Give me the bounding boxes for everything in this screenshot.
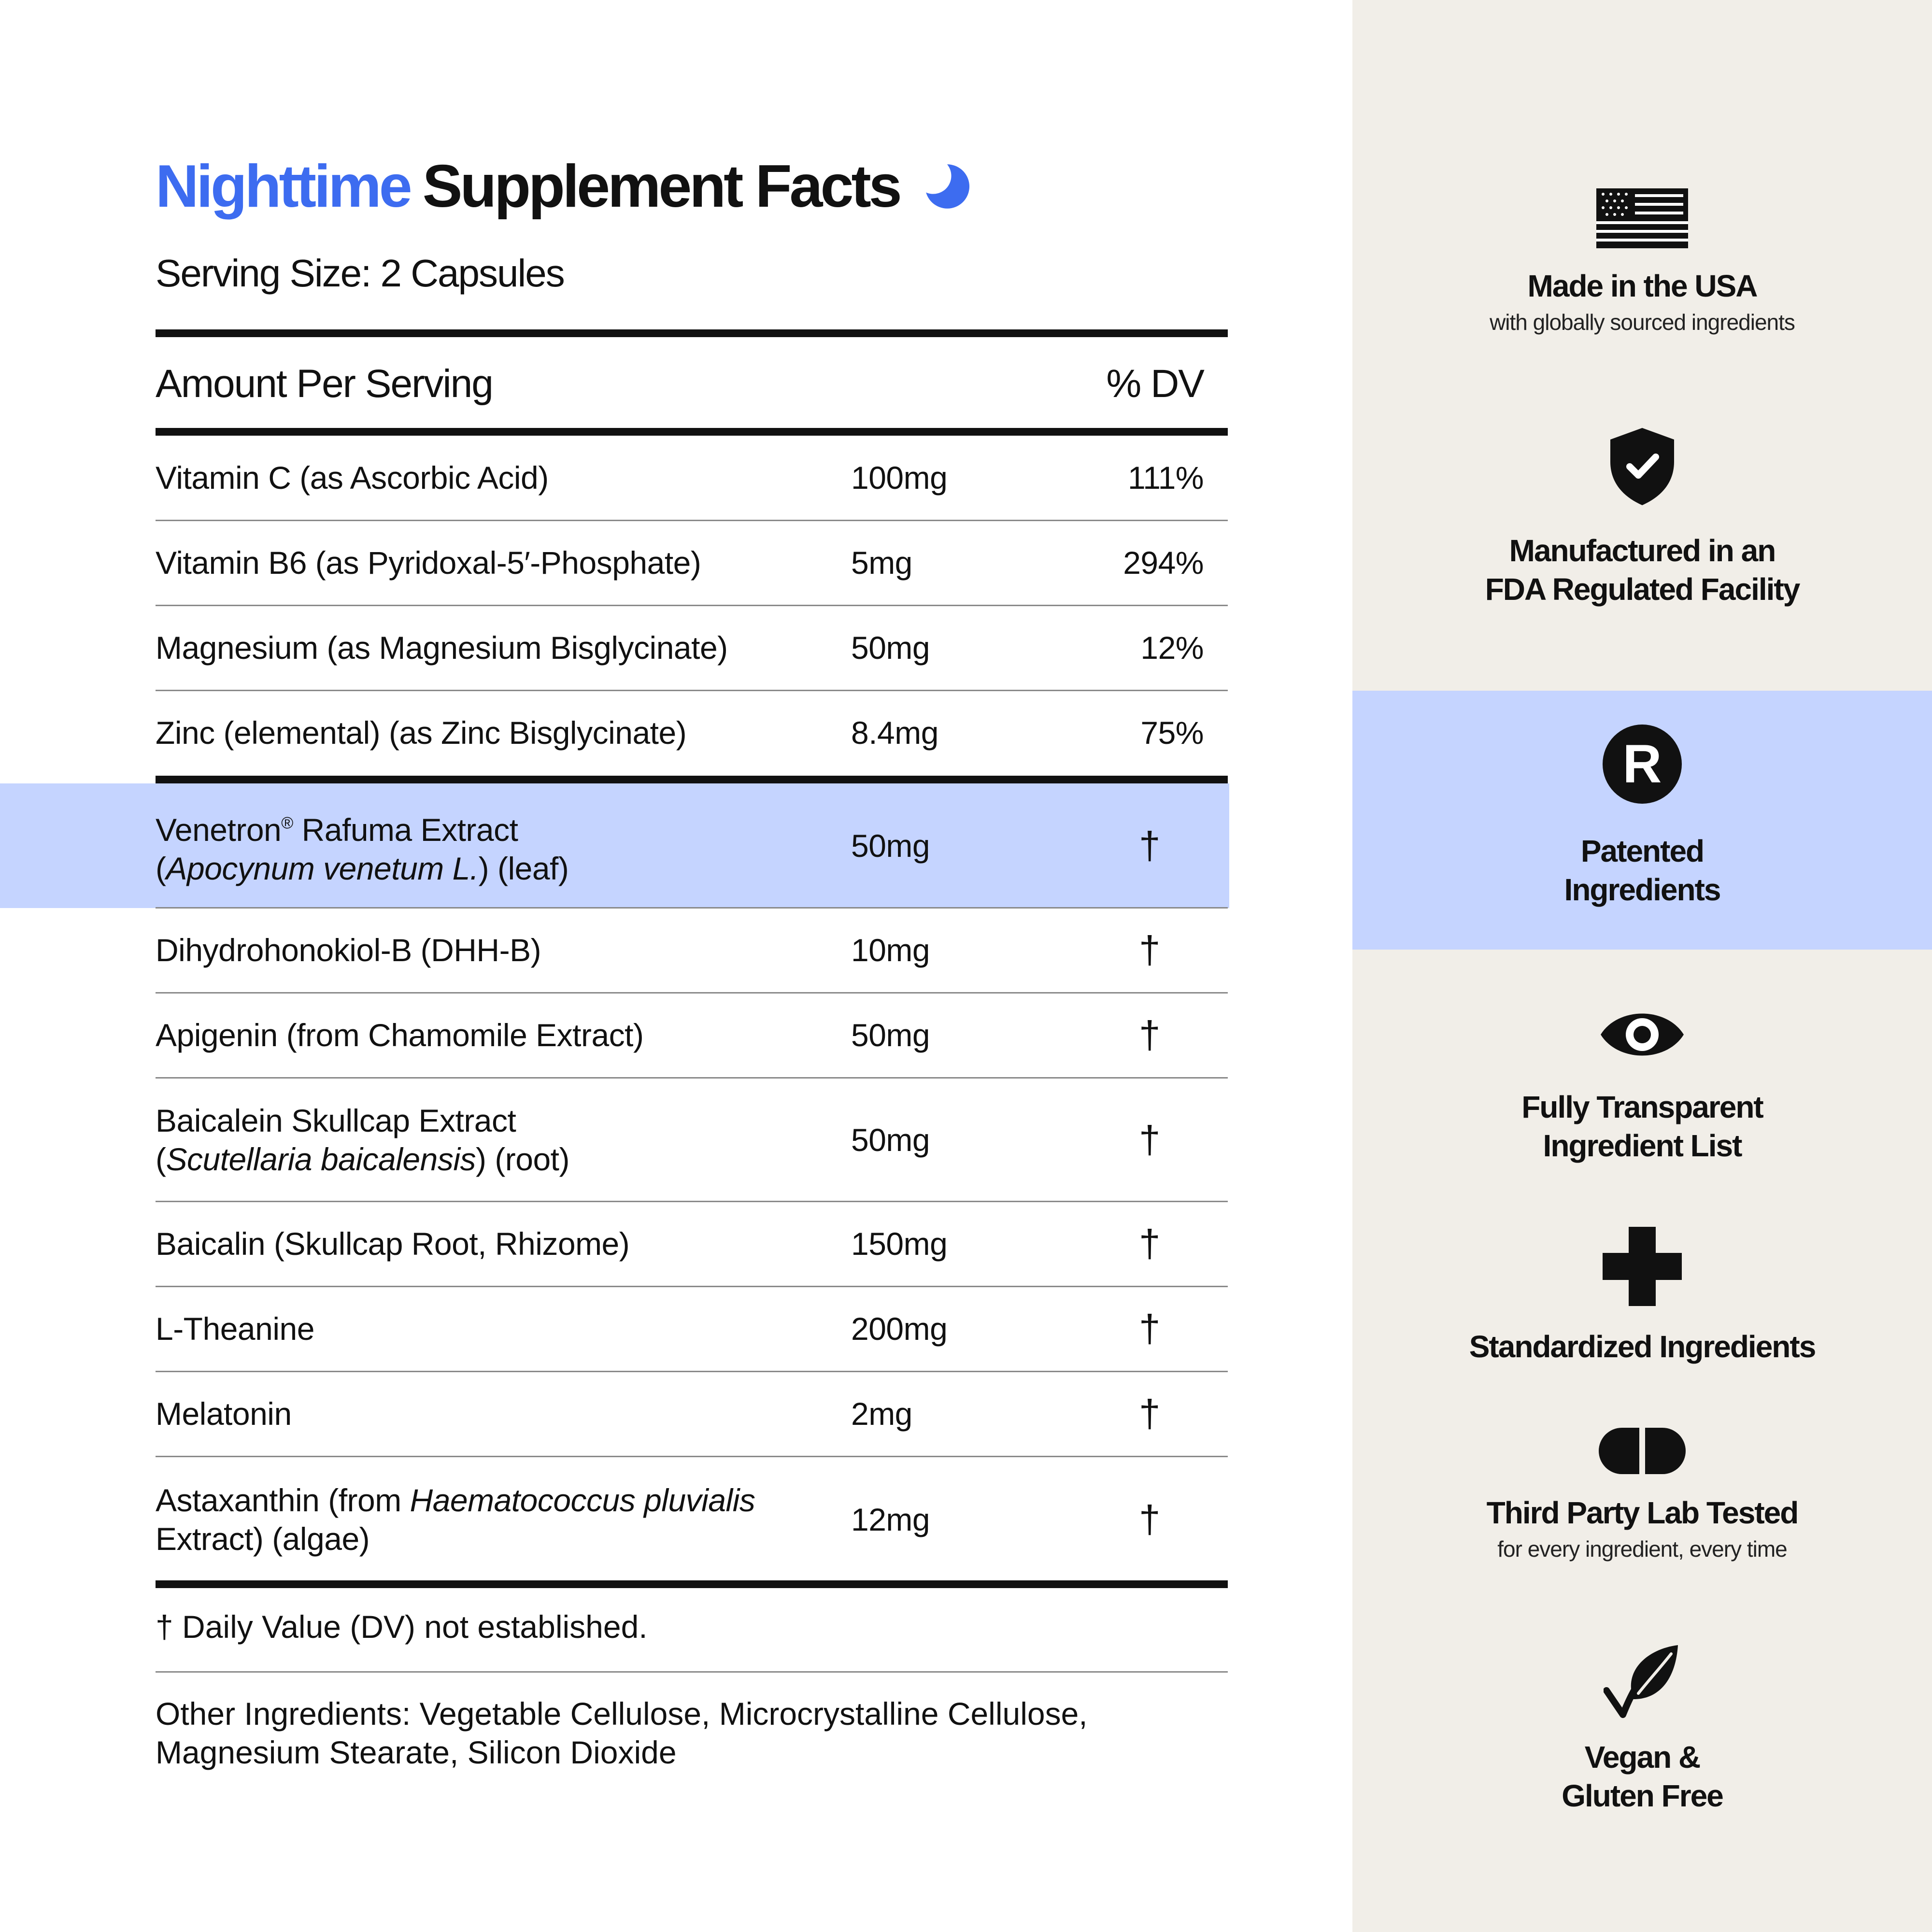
table-header <box>156 357 1204 411</box>
name-part: ) (leaf) <box>478 851 569 886</box>
ingredient-dv: † <box>1139 1498 1160 1541</box>
table-row <box>156 1079 1204 1201</box>
ingredient-dv: † <box>1139 1222 1160 1265</box>
divider <box>156 520 1228 521</box>
badge-title-line1: Manufactured in an <box>1509 533 1776 568</box>
ingredient-dv: † <box>1139 1392 1160 1435</box>
badge-subtitle: with globally sourced ingredients <box>1490 310 1795 335</box>
divider <box>156 1077 1228 1079</box>
ingredient-name: Baicalin (Skullcap Root, Rhizome) <box>156 1226 630 1262</box>
name-part: Venetron <box>156 812 282 848</box>
badge-vegan <box>1352 1642 1932 1815</box>
ingredient-amount: 50mg <box>851 1122 930 1158</box>
moon-icon <box>923 161 973 212</box>
ingredient-name: Melatonin <box>156 1396 292 1432</box>
ingredient-name <box>156 1481 851 1558</box>
ingredient-dv: † <box>1139 824 1160 867</box>
table-row <box>156 437 1204 519</box>
title-rest: Supplement Facts <box>422 153 900 220</box>
ingredient-amount: 5mg <box>851 545 912 581</box>
ingredient-name: Vitamin C (as Ascorbic Acid) <box>156 460 549 496</box>
name-part: Rafuma Extract <box>293 812 518 848</box>
ingredient-name: Apigenin (from Chamomile Extract) <box>156 1017 644 1053</box>
us-flag-icon <box>1596 188 1688 248</box>
badge-title: Third Party Lab Tested <box>1486 1495 1798 1530</box>
ingredient-amount: 50mg <box>851 630 930 666</box>
plus-icon <box>1603 1227 1682 1306</box>
name-part: ( <box>156 851 166 886</box>
other-ingredients: Other Ingredients: Vegetable Cellulose, Microcrystalline Cellulose, Magnesium Stearate, Silicon Dioxide <box>156 1696 1088 1770</box>
badge-title-line1: Vegan & <box>1584 1740 1700 1775</box>
ingredient-dv: † <box>1139 1307 1160 1350</box>
ingredient-amount: 50mg <box>851 1017 930 1053</box>
ingredient-dv: † <box>1139 1013 1160 1056</box>
ingredient-dv: 75% <box>1140 715 1204 751</box>
dv-label: % DV <box>1106 362 1204 406</box>
amount-per-serving-label: Amount Per Serving <box>156 362 493 406</box>
ingredient-amount: 150mg <box>851 1226 948 1262</box>
table-row <box>156 1373 1204 1455</box>
badge-title-line2: Ingredients <box>1564 872 1720 907</box>
latin-name: Scutellaria baicalensis <box>166 1141 476 1177</box>
table-row <box>156 1203 1204 1285</box>
badge-title-line2: Gluten Free <box>1562 1778 1723 1813</box>
table-row <box>156 1288 1204 1370</box>
name-part: ( <box>156 1141 166 1177</box>
ingredient-dv: 111% <box>1127 460 1204 496</box>
name-part: Extract) (algae) <box>156 1521 370 1557</box>
badge-transparent <box>1352 1005 1932 1165</box>
name-part: Astaxanthin (from <box>156 1482 410 1518</box>
leaf-check-icon <box>1604 1642 1681 1719</box>
ingredient-amount: 50mg <box>851 828 930 864</box>
divider <box>156 907 1228 909</box>
divider <box>156 1286 1228 1287</box>
table-row <box>156 909 1204 991</box>
shield-check-icon <box>1608 427 1676 506</box>
badge-title-line2: Ingredient List <box>1543 1128 1742 1163</box>
ingredient-amount: 200mg <box>851 1311 948 1347</box>
dv-footnote: † Daily Value (DV) not established. <box>156 1609 648 1645</box>
ingredient-amount: 100mg <box>851 460 948 496</box>
capsule-icon <box>1599 1428 1686 1474</box>
badge-standardized <box>1352 1227 1932 1366</box>
divider <box>156 605 1228 606</box>
registered-mark: ® <box>281 814 293 832</box>
title-highlight: Nighttime <box>156 153 410 220</box>
badge-title-line1: Fully Transparent <box>1521 1090 1763 1124</box>
divider <box>156 1671 1228 1673</box>
divider <box>156 776 1228 783</box>
divider <box>156 428 1228 436</box>
registered-icon: R <box>1603 724 1682 804</box>
ingredient-dv: 12% <box>1140 630 1204 666</box>
table-row <box>156 1458 1204 1581</box>
name-part: Baicalein Skullcap Extract <box>156 1103 516 1138</box>
ingredient-name: Zinc (elemental) (as Zinc Bisglycinate) <box>156 715 687 751</box>
ingredient-dv: † <box>1139 928 1160 971</box>
serving-size: Serving Size: 2 Capsules <box>156 252 564 295</box>
ingredient-dv: † <box>1139 1118 1160 1161</box>
eye-icon <box>1599 1005 1686 1065</box>
badge-fda-facility <box>1352 427 1932 609</box>
ingredient-name: Magnesium (as Magnesium Bisglycinate) <box>156 630 728 666</box>
badge-title-line2: FDA Regulated Facility <box>1485 572 1800 607</box>
ingredient-amount: 12mg <box>851 1502 930 1537</box>
latin-name: Apocynum venetum L. <box>166 851 479 886</box>
ingredient-name <box>156 1101 851 1179</box>
badge-patented <box>1352 724 1932 909</box>
ingredient-name <box>156 804 851 888</box>
ingredient-dv: 294% <box>1123 545 1204 581</box>
table-row-highlighted <box>156 783 1204 908</box>
ingredient-amount: 8.4mg <box>851 715 938 751</box>
ingredient-name: Dihydrohonokiol-B (DHH-B) <box>156 932 541 968</box>
table-row <box>156 994 1204 1076</box>
ingredient-name: Vitamin B6 (as Pyridoxal-5′-Phosphate) <box>156 545 701 581</box>
badge-title: Made in the USA <box>1527 269 1757 303</box>
latin-name: Haematococcus pluvialis <box>410 1482 755 1518</box>
divider <box>156 1580 1228 1588</box>
badge-title-line1: Patented <box>1580 834 1704 868</box>
divider <box>156 690 1228 691</box>
ingredient-amount: 10mg <box>851 932 930 968</box>
divider <box>156 1201 1228 1202</box>
badge-subtitle: for every ingredient, every time <box>1497 1536 1787 1562</box>
divider <box>156 1456 1228 1457</box>
badge-title: Standardized Ingredients <box>1469 1329 1816 1364</box>
table-row <box>156 522 1204 604</box>
table-row <box>156 692 1204 774</box>
name-part: ) (root) <box>476 1141 569 1177</box>
divider <box>156 329 1228 337</box>
ingredient-amount: 2mg <box>851 1396 912 1432</box>
page-title <box>156 148 973 225</box>
divider <box>156 992 1228 994</box>
ingredient-name: L-Theanine <box>156 1311 314 1347</box>
table-row <box>156 607 1204 689</box>
badge-made-in-usa <box>1352 188 1932 335</box>
badge-lab-tested <box>1352 1428 1932 1562</box>
divider <box>156 1371 1228 1372</box>
